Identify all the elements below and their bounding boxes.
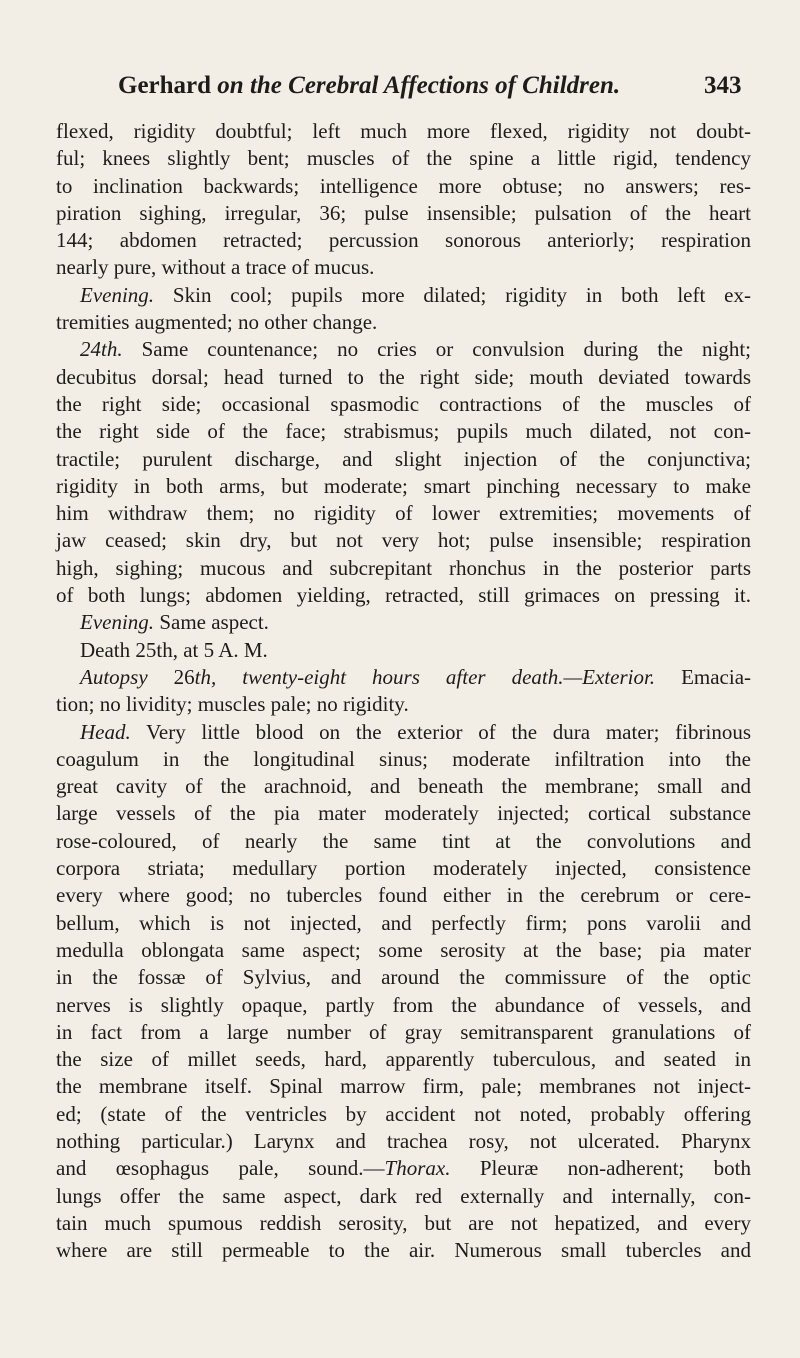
text-run: Death 25th, at 5 A. M. bbox=[80, 637, 268, 662]
text-run: Emacia- bbox=[655, 664, 752, 689]
page-number: 343 bbox=[704, 72, 742, 99]
text-run: large vessels of the pia mater moderately injected; cortical substance bbox=[56, 801, 751, 826]
header-subject: the Cerebral Affections bbox=[249, 72, 489, 99]
text-run: lungs offer the same aspect, dark red externally and internally, con- bbox=[56, 1183, 751, 1208]
text-line bbox=[56, 964, 751, 991]
text-run: every where good; no tubercles found either in the cerebrum or cere- bbox=[56, 883, 751, 908]
text-run: jaw ceased; skin dry, but not very hot; pulse insensible; respiration bbox=[56, 528, 751, 553]
italic-text: Evening. bbox=[80, 282, 155, 307]
text-line bbox=[56, 145, 751, 172]
text-run: Very little blood on the exterior of the dura mater; fibrinous bbox=[130, 719, 751, 744]
text-run: the size of millet seeds, hard, apparently tuberculous, and seated in bbox=[56, 1047, 751, 1072]
text-run: bellum, which is not injected, and perfectly firm; pons varolii and bbox=[56, 910, 751, 935]
running-header bbox=[0, 66, 800, 106]
text-run: nerves is slightly opaque, partly from the abundance of vessels, and bbox=[56, 992, 751, 1017]
text-line bbox=[56, 910, 751, 937]
text-line bbox=[56, 992, 751, 1019]
text-line bbox=[56, 118, 751, 145]
text-run: 144; abdomen retracted; percussion sonorous anteriorly; respiration bbox=[56, 228, 751, 253]
text-run: nearly pure, without a trace of mucus. bbox=[56, 255, 375, 280]
text-run: decubitus dorsal; head turned to the right side; mouth deviated towards bbox=[56, 364, 751, 389]
text-line bbox=[56, 1046, 751, 1073]
text-line bbox=[56, 800, 751, 827]
italic-text: Autopsy bbox=[80, 664, 148, 689]
text-run: piration sighing, irregular, 36; pulse insensible; pulsation of the heart bbox=[56, 200, 751, 225]
header-on: on bbox=[211, 72, 250, 99]
text-run: ed; (state of the ventricles by accident not noted, probably offering bbox=[56, 1101, 751, 1126]
text-line bbox=[56, 746, 751, 773]
header-children: Children. bbox=[522, 72, 621, 99]
text-run: in fact from a large number of gray semitransparent granulations of bbox=[56, 1019, 751, 1044]
text-run: high, sighing; mucous and subcrepitant rhonchus in the posterior parts bbox=[56, 555, 751, 580]
text-line bbox=[56, 527, 751, 554]
text-run: to inclination backwards; intelligence more obtuse; no answers; res- bbox=[56, 173, 751, 198]
text-run: ful; knees slightly bent; muscles of the spine a little rigid, tendency bbox=[56, 146, 751, 171]
text-line bbox=[56, 609, 751, 636]
text-line bbox=[56, 1073, 751, 1100]
italic-text: Head. bbox=[80, 719, 131, 744]
text-run: the right side of the face; strabismus; pupils much dilated, not con- bbox=[56, 419, 751, 444]
text-line bbox=[56, 1155, 751, 1182]
text-line bbox=[56, 773, 751, 800]
text-run: rose-coloured, of nearly the same tint at the convolutions and bbox=[56, 828, 751, 853]
text-line bbox=[56, 500, 751, 527]
text-run: great cavity of the arachnoid, and beneath the membrane; small and bbox=[56, 774, 751, 799]
text-line bbox=[56, 364, 751, 391]
text-run: Skin cool; pupils more dilated; rigidity in both left ex- bbox=[154, 282, 751, 307]
body-text bbox=[56, 118, 751, 1264]
text-line bbox=[56, 200, 751, 227]
text-line bbox=[56, 473, 751, 500]
text-line bbox=[56, 1183, 751, 1210]
text-run: tion; no lividity; muscles pale; no rigidity. bbox=[56, 692, 409, 717]
text-line bbox=[56, 1210, 751, 1237]
text-run: 26 bbox=[147, 664, 195, 689]
text-run: the right side; occasional spasmodic contractions of the muscles of bbox=[56, 391, 751, 416]
text-line bbox=[56, 1019, 751, 1046]
text-run: Same aspect. bbox=[154, 610, 269, 635]
text-line bbox=[56, 691, 751, 718]
text-line bbox=[56, 719, 751, 746]
text-line bbox=[56, 173, 751, 200]
text-line bbox=[56, 1128, 751, 1155]
text-line bbox=[56, 418, 751, 445]
text-run: corpora striata; medullary portion moderately injected, consistence bbox=[56, 856, 751, 881]
text-run: of both lungs; abdomen yielding, retracted, still grimaces on pressing it. bbox=[56, 583, 751, 608]
italic-text: th, twenty-eight hours after death.—Exterior. bbox=[194, 664, 656, 689]
text-run: Same countenance; no cries or convulsion during the night; bbox=[122, 337, 751, 362]
text-line bbox=[56, 882, 751, 909]
text-line bbox=[56, 555, 751, 582]
text-line bbox=[56, 664, 751, 691]
text-run: the membrane itself. Spinal marrow firm, pale; membranes not inject- bbox=[56, 1074, 751, 1099]
text-run: rigidity in both arms, but moderate; smart pinching necessary to make bbox=[56, 473, 751, 498]
text-line bbox=[56, 336, 751, 363]
text-run: tractile; purulent discharge, and slight injection of the conjunctiva; bbox=[56, 446, 751, 471]
italic-text: Evening. bbox=[80, 610, 155, 635]
header-of: of bbox=[488, 72, 523, 99]
text-line bbox=[56, 1237, 751, 1264]
text-run: him withdraw them; no rigidity of lower extremities; movements of bbox=[56, 501, 751, 526]
text-run: nothing particular.) Larynx and trachea rosy, not ulcerated. Pharynx bbox=[56, 1128, 751, 1153]
text-line bbox=[56, 254, 751, 281]
text-line bbox=[56, 637, 751, 664]
italic-text: 24th. bbox=[80, 337, 123, 362]
text-run: Pleuræ non-adherent; both bbox=[450, 1156, 751, 1181]
running-title bbox=[118, 66, 620, 106]
text-line bbox=[56, 582, 751, 609]
text-line bbox=[56, 1101, 751, 1128]
text-line bbox=[56, 828, 751, 855]
text-run: medulla oblongata same aspect; some serosity at the base; pia mater bbox=[56, 937, 751, 962]
text-line bbox=[56, 227, 751, 254]
text-line bbox=[56, 855, 751, 882]
text-run: and œsophagus pale, sound.— bbox=[56, 1156, 385, 1181]
text-run: where are still permeable to the air. Numerous small tubercles and bbox=[56, 1238, 751, 1263]
text-line bbox=[56, 391, 751, 418]
text-run: tremities augmented; no other change. bbox=[56, 310, 378, 335]
text-line bbox=[56, 937, 751, 964]
text-run: flexed, rigidity doubtful; left much more flexed, rigidity not doubt- bbox=[56, 119, 751, 143]
text-run: coagulum in the longitudinal sinus; moderate infiltration into the bbox=[56, 746, 751, 771]
italic-text: Thorax. bbox=[384, 1156, 451, 1181]
text-line bbox=[56, 309, 751, 336]
text-run: in the fossæ of Sylvius, and around the commissure of the optic bbox=[56, 965, 751, 990]
header-author: Gerhard bbox=[118, 72, 212, 99]
text-line bbox=[56, 282, 751, 309]
text-run: tain much spumous reddish serosity, but are not hepatized, and every bbox=[56, 1210, 751, 1235]
text-line bbox=[56, 446, 751, 473]
